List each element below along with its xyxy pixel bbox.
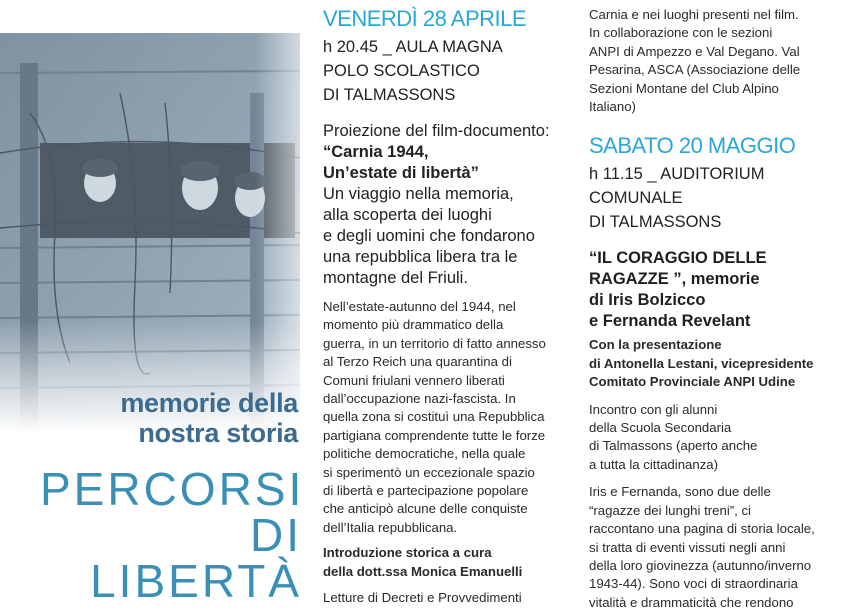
event-2-body [589, 483, 847, 612]
body-line: si tratta di eventi vissuti negli anni [589, 539, 786, 555]
film-title-line-1: “Carnia 1944, [323, 143, 429, 161]
right-column [589, 6, 847, 612]
deportation-train-photo [0, 33, 300, 433]
intro-heading-line-1: Introduzione storica a cura [323, 545, 492, 561]
meeting-line: a tutta la cittadinanza) [589, 456, 719, 472]
lead-line: e degli uomini che fondarono [323, 227, 535, 245]
event-2-place-2: COMUNALE [589, 189, 683, 208]
body-line: dall’occupazione nazi-fascista. In [323, 391, 516, 407]
event-1-continuation [589, 6, 847, 116]
lead-line: alla scoperta dei luoghi [323, 206, 492, 224]
body-line: Carnia e nei luoghi presenti nel film. [589, 7, 799, 22]
event-2-time-place: h 11.15 _ AUDITORIUM [589, 165, 765, 184]
event-1-date: VENERDÌ 28 APRILE [323, 6, 527, 31]
event-2-title-line: e Fernanda Revelant [589, 312, 751, 331]
event-2-title [589, 248, 847, 332]
main-title-line-1: PERCORSI [40, 463, 305, 515]
event-1-body [323, 298, 575, 537]
subtitle-line-1: memorie della [120, 388, 298, 418]
lead-line: Un viaggio nella memoria, [323, 185, 514, 203]
presentation-line: Comitato Provinciale ANPI Udine [589, 374, 796, 390]
event-1-place-2: POLO SCOLASTICO [323, 62, 480, 80]
event-1-time-place: h 20.45 _ AULA MAGNA [323, 38, 503, 56]
body-line: vitalità e drammaticità che rendono [589, 594, 794, 610]
meeting-line: di Talmassons (aperto anche [589, 438, 758, 454]
body-line: guerra, in un territorio di fatto annesso [323, 335, 546, 351]
body-line: Italiano) [589, 99, 636, 115]
lead-line: montagne del Friuli. [323, 269, 468, 287]
meeting-line: della Scuola Secondaria [589, 420, 732, 436]
body-line: al Terzo Reich una quarantina di [323, 354, 512, 370]
event-2-place-3: DI TALMASSONS [589, 213, 722, 232]
intro-heading-line-2: della dott.ssa Monica Emanuelli [323, 563, 523, 579]
body-line: raccontano una pagina di storia locale, [589, 521, 815, 537]
body-line: quella zona si costituì una Repubblica [323, 409, 545, 425]
readings-line: Letture di Decreti e Provvedimenti [323, 590, 522, 606]
body-line: Nell’estate-autunno del 1944, nel [323, 299, 516, 314]
body-line: dell’Italia repubblicana. [323, 519, 458, 535]
body-line: In collaborazione con le sezioni [589, 25, 773, 41]
body-line: della loro giovinezza (autunno/inverno [589, 557, 812, 573]
body-line: politiche democratiche, nella quale [323, 446, 526, 462]
event-2-presentation [589, 336, 847, 391]
body-line: che anticipò alcune delle conquiste [323, 501, 528, 517]
event-2-title-line: RAGAZZE ”, memorie [589, 270, 760, 289]
body-line: Pesarina, ASCA (Associazione delle [589, 62, 801, 78]
body-line: momento più drammatico della [323, 317, 504, 333]
event-2-meeting [589, 401, 847, 475]
presentation-line: Con la presentazione [589, 337, 722, 353]
event-1-place-3: DI TALMASSONS [323, 86, 456, 104]
meeting-line: Incontro con gli alunni [589, 401, 718, 417]
body-line: Sezioni Montane del Club Alpino [589, 80, 779, 96]
event-1 [323, 6, 575, 608]
subtitle-line-2: nostra storia [138, 418, 298, 448]
event-2-title-line: di Iris Bolzicco [589, 291, 706, 310]
event-1-lead [323, 184, 575, 289]
lead-line: una repubblica libera tra le [323, 248, 518, 266]
body-line: di libertà e partecipazione popolare [323, 483, 529, 499]
presentation-line: di Antonella Lestani, vicepresidente [589, 355, 814, 371]
body-line: Iris e Fernanda, sono due delle [589, 484, 771, 500]
body-line: Comuni friulani vennero liberati [323, 372, 505, 388]
body-line: 1943-44). Sono voci di straordinaria [589, 576, 798, 592]
event-1-intro: Proiezione del film-documento: [323, 122, 550, 140]
body-line: “ragazze dei lunghi treni”, ci [589, 502, 751, 518]
event-2-title-line: “IL CORAGGIO DELLE [589, 249, 767, 268]
main-title-line-2: DI LIBERTÀ [90, 509, 302, 607]
film-title-line-2: Un’estate di libertà” [323, 164, 479, 182]
body-line: si sperimentò un eccezionale spazio [323, 464, 535, 480]
body-line: ANPI di Ampezzo e Val Degano. Val [589, 43, 800, 59]
body-line: partigiana comprendente tutte le forze [323, 427, 546, 443]
event-2-date: SABATO 20 MAGGIO [589, 133, 796, 159]
